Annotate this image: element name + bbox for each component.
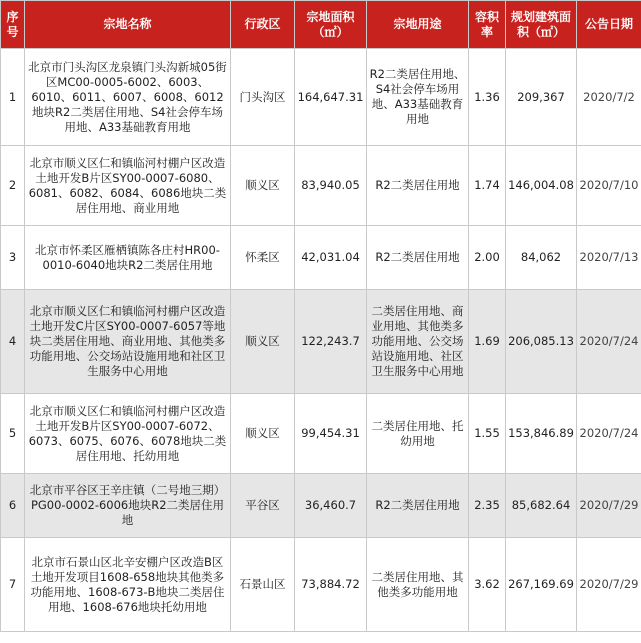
cell-date: 2020/7/29 [577, 474, 641, 538]
cell-date: 2020/7/29 [577, 538, 641, 632]
cell-use: 二类居住用地、其他类多功能用地 [367, 538, 469, 632]
cell-area: 42,031.04 [295, 226, 367, 290]
table-row [1, 290, 641, 394]
cell-index: 3 [1, 226, 25, 290]
cell-gfa: 267,169.69 [506, 538, 577, 632]
cell-use: R2二类居住用地、S4社会停车场用地、A33基础教育用地 [367, 49, 469, 146]
cell-name: 北京市顺义区仁和镇临河村棚户区改造土地开发C片区SY00-0007-6057等地块二类居住用地、商业用地、其他类多功能用地、公交场站设施用地和社区卫生服务中心用地 [25, 290, 231, 394]
table-row [1, 394, 641, 474]
cell-use: 二类居住用地、托幼用地 [367, 394, 469, 474]
cell-area: 73,884.72 [295, 538, 367, 632]
cell-gfa: 206,085.13 [506, 290, 577, 394]
cell-district: 顺义区 [231, 394, 295, 474]
cell-gfa: 85,682.64 [506, 474, 577, 538]
cell-district: 顺义区 [231, 146, 295, 226]
cell-name: 北京市顺义区仁和镇临河村棚户区改造土地开发B片区SY00-0007-6080、6081、6082、6084、6086地块二类居住用地、商业用地 [25, 146, 231, 226]
table-row [1, 146, 641, 226]
cell-far: 2.35 [469, 474, 506, 538]
header-area: 宗地面积（㎡） [295, 1, 367, 49]
header-index: 序号 [1, 1, 25, 49]
cell-gfa: 209,367 [506, 49, 577, 146]
cell-index: 7 [1, 538, 25, 632]
table-row [1, 49, 641, 146]
cell-index: 4 [1, 290, 25, 394]
cell-far: 1.55 [469, 394, 506, 474]
cell-district: 门头沟区 [231, 49, 295, 146]
header-use: 宗地用途 [367, 1, 469, 49]
cell-area: 83,940.05 [295, 146, 367, 226]
cell-date: 2020/7/24 [577, 394, 641, 474]
cell-gfa: 153,846.89 [506, 394, 577, 474]
cell-far: 2.00 [469, 226, 506, 290]
cell-use: 二类居住用地、商业用地、其他类多功能用地、公交场站设施用地、社区卫生服务中心用地 [367, 290, 469, 394]
header-gfa: 规划建筑面积（㎡） [506, 1, 577, 49]
cell-use: R2二类居住用地 [367, 146, 469, 226]
cell-area: 36,460.7 [295, 474, 367, 538]
cell-far: 3.62 [469, 538, 506, 632]
cell-gfa: 146,004.08 [506, 146, 577, 226]
cell-date: 2020/7/13 [577, 226, 641, 290]
cell-name: 北京市门头沟区龙泉镇门头沟新城05街区MC00-0005-6002、6003、6010、6011、6007、6008、6012地块R2二类居住用地、S4社会停车场用地、A33基础教育用地 [25, 49, 231, 146]
header-district: 行政区 [231, 1, 295, 49]
cell-district: 石景山区 [231, 538, 295, 632]
cell-date: 2020/7/24 [577, 290, 641, 394]
cell-date: 2020/7/2 [577, 49, 641, 146]
cell-use: R2二类居住用地 [367, 226, 469, 290]
table-header-row [1, 1, 641, 49]
cell-area: 164,647.31 [295, 49, 367, 146]
cell-index: 5 [1, 394, 25, 474]
table-row [1, 538, 641, 632]
cell-district: 怀柔区 [231, 226, 295, 290]
cell-index: 6 [1, 474, 25, 538]
header-date: 公告日期 [577, 1, 641, 49]
cell-name: 北京市平谷区王辛庄镇（二号地三期）PG00-0002-6006地块R2二类居住用地 [25, 474, 231, 538]
cell-use: R2二类居住用地 [367, 474, 469, 538]
cell-name: 北京市顺义区仁和镇临河村棚户区改造土地开发B片区SY00-0007-6072、6073、6075、6076、6078地块二类居住用地、托幼用地 [25, 394, 231, 474]
cell-index: 2 [1, 146, 25, 226]
cell-name: 北京市石景山区北辛安棚户区改造B区土地开发项目1608-658地块其他类多功能用地、1608-673-B地块二类居住用地、1608-676地块托幼用地 [25, 538, 231, 632]
cell-far: 1.74 [469, 146, 506, 226]
cell-name: 北京市怀柔区雁栖镇陈各庄村HR00-0010-6040地块R2二类居住用地 [25, 226, 231, 290]
cell-area: 99,454.31 [295, 394, 367, 474]
cell-district: 顺义区 [231, 290, 295, 394]
table-row [1, 474, 641, 538]
header-far: 容积率 [469, 1, 506, 49]
table-row [1, 226, 641, 290]
cell-gfa: 84,062 [506, 226, 577, 290]
header-name: 宗地名称 [25, 1, 231, 49]
cell-index: 1 [1, 49, 25, 146]
cell-far: 1.69 [469, 290, 506, 394]
cell-far: 1.36 [469, 49, 506, 146]
cell-date: 2020/7/10 [577, 146, 641, 226]
cell-area: 122,243.7 [295, 290, 367, 394]
cell-district: 平谷区 [231, 474, 295, 538]
